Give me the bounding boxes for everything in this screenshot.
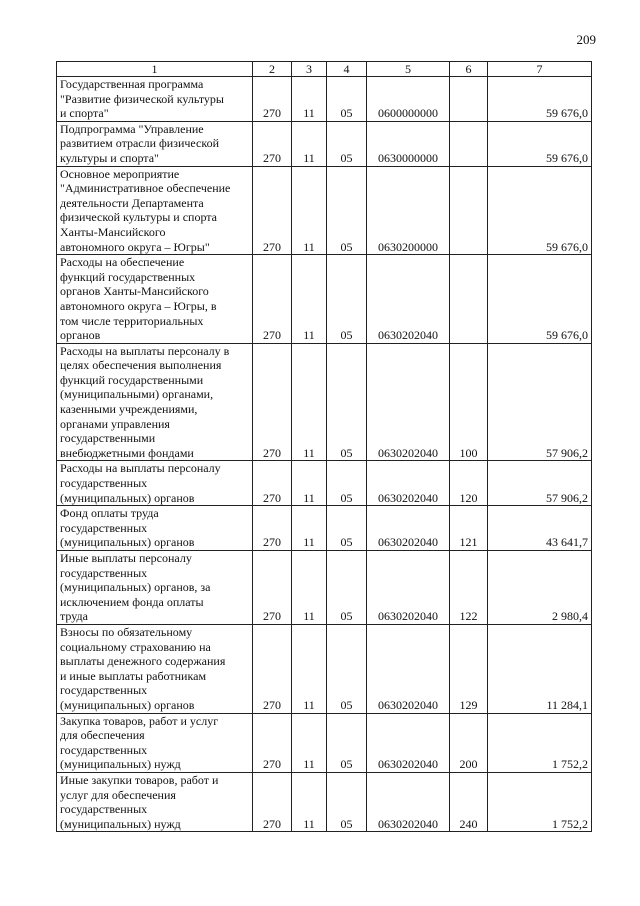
row-description [57,461,253,506]
description-line: государственных [60,565,148,580]
ministry-code: 270 [253,772,292,831]
table-row [57,506,592,551]
section-code: 11 [292,77,327,122]
expense-type-code [450,166,488,255]
description-line: государственных [60,742,148,757]
section-code: 11 [292,121,327,166]
description-line: (муниципальных) органов [60,535,195,550]
description-line: Иные выплаты персоналу [60,551,192,565]
description-line: физической культуры и спорта [60,210,218,225]
header-col-3: 3 [292,62,327,77]
table-row [57,461,592,506]
header-col-6: 6 [450,62,488,77]
subsection-code: 05 [327,506,367,551]
ministry-code: 270 [253,506,292,551]
description-line: социальному страхованию на [60,639,211,654]
target-article-code: 0630202040 [367,461,450,506]
table-row [57,772,592,831]
subsection-code: 05 [327,121,367,166]
table-row [57,77,592,122]
description-line: органов [60,328,101,343]
description-line: целях обеспечения выполнения [60,358,222,373]
description-line: (муниципальными) органами, [60,387,214,402]
section-code: 11 [292,772,327,831]
ministry-code: 270 [253,77,292,122]
table-row [57,255,592,344]
description-line: Расходы на выплаты персоналу в [60,343,230,358]
section-code: 11 [292,624,327,713]
amount-value: 11 284,1 [488,624,592,713]
expense-type-code: 200 [450,713,488,772]
section-code: 11 [292,551,327,625]
subsection-code: 05 [327,461,367,506]
description-line: Основное мероприятие [60,166,180,181]
section-code: 11 [292,255,327,344]
description-line: Расходы на обеспечение [60,255,185,270]
description-line: деятельности Департамента [60,195,204,210]
target-article-code: 0630202040 [367,713,450,772]
ministry-code: 270 [253,551,292,625]
table-row [57,343,592,461]
row-description [57,255,253,344]
description-line: (муниципальных) органов [60,697,195,712]
description-line: Государственная программа [60,77,204,91]
description-line: для обеспечения [60,728,145,743]
description-line: развитием отрасли физической [60,136,220,151]
expense-type-code: 122 [450,551,488,625]
amount-value: 59 676,0 [488,255,592,344]
row-description [57,121,253,166]
description-line: том числе территориальных [60,313,204,328]
expense-type-code: 121 [450,506,488,551]
target-article-code: 0630202040 [367,624,450,713]
budget-table [56,61,592,832]
ministry-code: 270 [253,713,292,772]
subsection-code: 05 [327,166,367,255]
description-line: функций государственных [60,269,196,284]
description-line: Ханты-Мансийского [60,224,166,239]
description-line: Подпрограмма "Управление [60,121,204,136]
description-line: Расходы на выплаты персоналу [60,461,221,476]
row-description [57,713,253,772]
expense-type-code [450,255,488,344]
header-col-4: 4 [327,62,367,77]
table-body [57,77,592,832]
target-article-code: 0630200000 [367,166,450,255]
subsection-code: 05 [327,624,367,713]
table-row [57,166,592,255]
expense-type-code [450,77,488,122]
row-description [57,624,253,713]
description-line: государственных [60,476,148,491]
target-article-code: 0630202040 [367,772,450,831]
description-line: выплаты денежного содержания [60,654,226,669]
description-line: (муниципальных) нужд [60,757,181,772]
section-code: 11 [292,343,327,461]
amount-value: 59 676,0 [488,166,592,255]
description-line: Закупка товаров, работ и услуг [60,713,219,728]
description-line: (муниципальных) органов, за [60,580,211,595]
description-line: Иные закупки товаров, работ и [60,772,219,787]
header-col-7: 7 [488,62,592,77]
description-line: Взносы по обязательному [60,624,193,639]
description-line: функций государственными [60,372,204,387]
row-description [57,772,253,831]
section-code: 11 [292,506,327,551]
target-article-code: 0630202040 [367,255,450,344]
ministry-code: 270 [253,624,292,713]
expense-type-code: 240 [450,772,488,831]
subsection-code: 05 [327,255,367,344]
subsection-code: 05 [327,551,367,625]
page-number: 209 [576,32,596,47]
ministry-code: 270 [253,121,292,166]
header-col-5: 5 [367,62,450,77]
table-row [57,551,592,625]
amount-value: 1 752,2 [488,713,592,772]
description-line: "Развитие физической культуры [60,91,224,106]
row-description [57,551,253,625]
expense-type-code [450,121,488,166]
description-line: и спорта" [60,106,109,121]
description-line: труда [60,609,88,624]
header-col-2: 2 [253,62,292,77]
row-description [57,166,253,255]
amount-value: 2 980,4 [488,551,592,625]
header-row [57,62,592,77]
description-line: и иные выплаты работникам [60,668,207,683]
section-code: 11 [292,713,327,772]
amount-value: 57 906,2 [488,343,592,461]
description-line: автономного округа – Югры" [60,239,210,254]
section-code: 11 [292,461,327,506]
description-line: внебюджетными фондами [60,445,194,460]
description-line: государственными [60,431,156,446]
header-col-1: 1 [57,62,253,77]
target-article-code: 0630000000 [367,121,450,166]
description-line: казенными учреждениями, [60,402,198,417]
ministry-code: 270 [253,166,292,255]
description-line: исключением фонда оплаты [60,594,204,609]
description-line: государственных [60,802,148,817]
amount-value: 59 676,0 [488,77,592,122]
expense-type-code: 100 [450,343,488,461]
row-description [57,343,253,461]
description-line: Фонд оплаты труда [60,506,159,521]
expense-type-code: 120 [450,461,488,506]
expense-type-code: 129 [450,624,488,713]
description-line: услуг для обеспечения [60,787,176,802]
description-line: государственных [60,683,148,698]
target-article-code: 0630202040 [367,506,450,551]
subsection-code: 05 [327,77,367,122]
description-line: культуры и спорта" [60,150,159,165]
description-line: (муниципальных) нужд [60,816,181,831]
description-line: автономного округа – Югры, в [60,298,217,313]
subsection-code: 05 [327,713,367,772]
table-row [57,624,592,713]
subsection-code: 05 [327,772,367,831]
ministry-code: 270 [253,255,292,344]
amount-value: 57 906,2 [488,461,592,506]
target-article-code: 0600000000 [367,77,450,122]
ministry-code: 270 [253,461,292,506]
target-article-code: 0630202040 [367,551,450,625]
description-line: "Административное обеспечение [60,181,231,196]
description-line: органами управления [60,416,170,431]
table-row [57,713,592,772]
row-description [57,506,253,551]
table-row [57,121,592,166]
target-article-code: 0630202040 [367,343,450,461]
amount-value: 1 752,2 [488,772,592,831]
description-line: (муниципальных) органов [60,490,195,505]
amount-value: 43 641,7 [488,506,592,551]
row-description [57,77,253,122]
section-code: 11 [292,166,327,255]
ministry-code: 270 [253,343,292,461]
description-line: органов Ханты-Мансийского [60,284,209,299]
description-line: государственных [60,520,148,535]
subsection-code: 05 [327,343,367,461]
amount-value: 59 676,0 [488,121,592,166]
